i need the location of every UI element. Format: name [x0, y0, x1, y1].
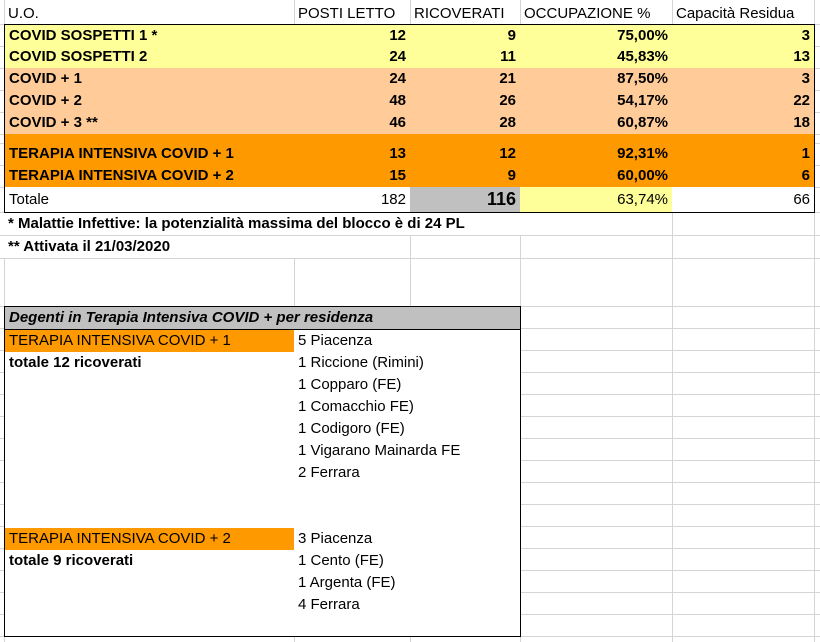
row-uo: TERAPIA INTENSIVA COVID + 2	[4, 165, 295, 188]
row-ricoverati: 21	[410, 68, 521, 91]
row-capacita: 22	[672, 90, 815, 113]
row-ricoverati: 12	[410, 143, 521, 166]
header-uo: U.O.	[8, 5, 39, 22]
residence-entry: 5 Piacenza	[298, 332, 373, 349]
row-posti: 15	[294, 165, 411, 188]
residence-title: Degenti in Terapia Intensiva COVID + per residenza	[5, 307, 520, 330]
residence-entry: 1 Vigarano Mainarda FE	[298, 442, 461, 459]
row-occupazione: 92,31%	[520, 143, 673, 166]
row-ricoverati: 9	[410, 24, 521, 47]
row-occupazione: 87,50%	[520, 68, 673, 91]
row-uo: COVID SOSPETTI 2	[4, 46, 295, 69]
group-total-intensiva-1: totale 12 ricoverati	[9, 354, 142, 371]
group-unit-intensiva-2: TERAPIA INTENSIVA COVID + 2	[5, 528, 294, 550]
row-occupazione: 45,83%	[520, 46, 673, 69]
row-capacita: 1	[672, 143, 815, 166]
row-ricoverati: 9	[410, 165, 521, 188]
header-ricoverati: RICOVERATI	[414, 5, 505, 22]
total-occupazione: 63,74%	[520, 187, 673, 213]
total-capacita: 66	[672, 187, 815, 213]
group-unit-intensiva-1: TERAPIA INTENSIVA COVID + 1	[5, 330, 294, 352]
total-label: Totale	[4, 187, 295, 213]
residence-entry: 1 Riccione (Rimini)	[298, 354, 424, 371]
row-posti: 48	[294, 90, 411, 113]
row-posti: 46	[294, 112, 411, 144]
residence-entry: 1 Codigoro (FE)	[298, 420, 405, 437]
residence-entry: 1 Argenta (FE)	[298, 574, 396, 591]
residence-entry: 3 Piacenza	[298, 530, 373, 547]
group-total-intensiva-2: totale 9 ricoverati	[9, 552, 134, 569]
row-uo: TERAPIA INTENSIVA COVID + 1	[4, 143, 295, 166]
row-ricoverati: 28	[410, 112, 521, 144]
row-occupazione: 60,87%	[520, 112, 673, 144]
row-capacita: 6	[672, 165, 815, 188]
residence-entry: 2 Ferrara	[298, 464, 360, 481]
row-posti: 24	[294, 46, 411, 69]
residence-entry: 1 Comacchio FE)	[298, 398, 414, 415]
header-occupazione: OCCUPAZIONE %	[524, 5, 651, 22]
row-capacita: 18	[672, 112, 815, 144]
residence-entry: 1 Copparo (FE)	[298, 376, 402, 393]
residence-entry: 1 Cento (FE)	[298, 552, 384, 569]
header-posti-letto: POSTI LETTO	[298, 5, 396, 22]
row-posti: 13	[294, 143, 411, 166]
header-capacita-residua: Capacità Residua	[676, 5, 795, 22]
row-uo: COVID + 2	[4, 90, 295, 113]
row-uo: COVID SOSPETTI 1 *	[4, 24, 295, 47]
row-uo: COVID + 3 **	[4, 112, 295, 144]
row-capacita: 3	[672, 24, 815, 47]
row-ricoverati: 26	[410, 90, 521, 113]
row-uo: COVID + 1	[4, 68, 295, 91]
row-capacita: 3	[672, 68, 815, 91]
row-occupazione: 60,00%	[520, 165, 673, 188]
row-ricoverati: 11	[410, 46, 521, 69]
row-posti: 12	[294, 24, 411, 47]
row-posti: 24	[294, 68, 411, 91]
note-attivata: ** Attivata il 21/03/2020	[4, 236, 404, 258]
total-ricoverati: 116	[410, 187, 521, 213]
note-malattie-infettive: * Malattie Infettive: la potenzialità massima del blocco è di 24 PL	[4, 213, 604, 235]
total-posti: 182	[294, 187, 411, 213]
residence-entry: 4 Ferrara	[298, 596, 360, 613]
row-capacita: 13	[672, 46, 815, 69]
row-occupazione: 75,00%	[520, 24, 673, 47]
row-occupazione: 54,17%	[520, 90, 673, 113]
